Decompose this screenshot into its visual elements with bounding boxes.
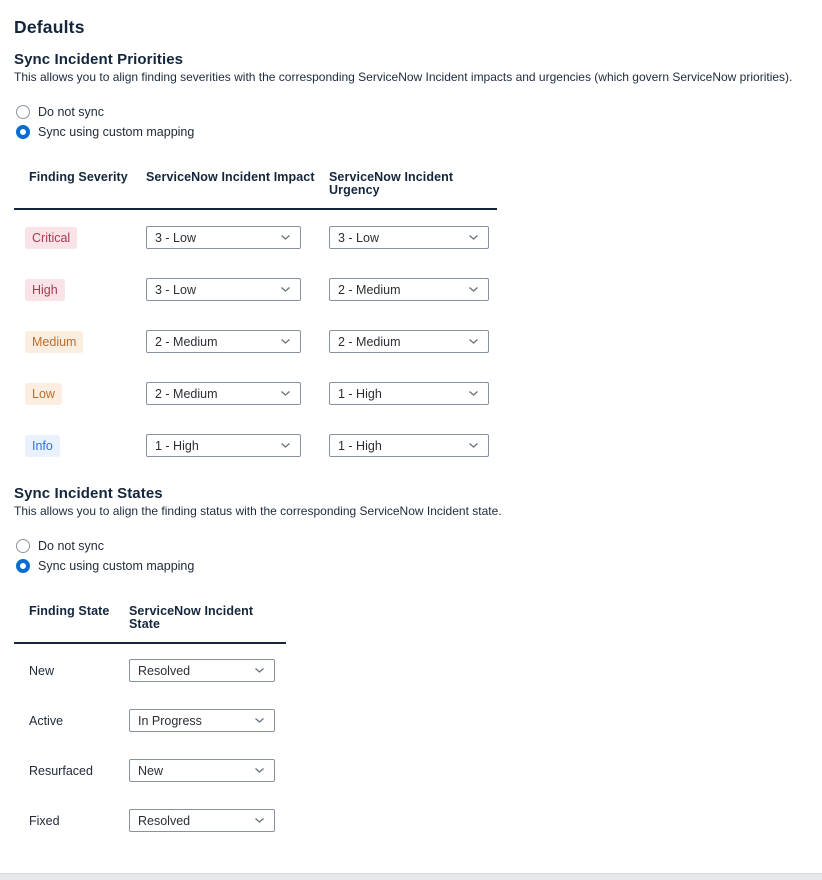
states-heading: Sync Incident States [14, 485, 163, 502]
column-header-servicenow-incident-urgency: ServiceNow Incident Urgency [329, 170, 454, 197]
states-table-header [14, 605, 286, 644]
defaults-page [0, 18, 822, 880]
states-description: This allows you to align the finding status with the corresponding ServiceNow Incident state. [14, 504, 502, 518]
radio-label: Sync using custom mapping [38, 125, 195, 139]
radio-option-do-not-sync[interactable] [14, 536, 822, 556]
select-value: 2 - Medium [338, 334, 401, 349]
priorities-table-header [14, 171, 497, 210]
incident-state-select-fixed[interactable] [129, 809, 275, 832]
radio-label: Do not sync [38, 105, 105, 119]
chevron-down-icon [468, 234, 479, 241]
chevron-down-icon [254, 817, 265, 824]
priorities-table-body [14, 226, 822, 457]
select-value: 1 - High [338, 438, 382, 453]
table-row-active [14, 709, 822, 732]
table-row-medium [14, 330, 822, 353]
radio-button[interactable] [16, 105, 30, 119]
select-value: New [138, 763, 164, 778]
impact-select-info[interactable] [146, 434, 301, 457]
chevron-down-icon [254, 717, 265, 724]
chevron-down-icon [468, 390, 479, 397]
severity-badge-low: Low [25, 383, 62, 405]
table-row-fixed [14, 809, 822, 832]
impact-select-low[interactable] [146, 382, 301, 405]
priorities-radio-group [14, 102, 822, 142]
select-value: 3 - Low [155, 282, 196, 297]
bottom-divider [0, 873, 822, 880]
chevron-down-icon [254, 667, 265, 674]
table-row-info [14, 434, 822, 457]
table-row-new [14, 659, 822, 682]
radio-option-sync-using-custom-mapping[interactable] [14, 122, 822, 142]
states-table [14, 605, 822, 832]
severity-badge-info: Info [25, 435, 60, 457]
chevron-down-icon [468, 286, 479, 293]
radio-button[interactable] [16, 125, 30, 139]
radio-label: Do not sync [38, 539, 105, 553]
chevron-down-icon [280, 286, 291, 293]
select-value: In Progress [138, 713, 202, 728]
select-value: 1 - High [155, 438, 199, 453]
priorities-description: This allows you to align finding severities with the corresponding ServiceNow Incident impacts and urgencies (which govern ServiceNow priorities). [14, 70, 793, 84]
urgency-select-info[interactable] [329, 434, 489, 457]
chevron-down-icon [280, 234, 291, 241]
urgency-select-low[interactable] [329, 382, 489, 405]
incident-state-select-new[interactable] [129, 659, 275, 682]
select-value: 2 - Medium [155, 334, 218, 349]
select-value: 3 - Low [338, 230, 379, 245]
urgency-select-high[interactable] [329, 278, 489, 301]
impact-select-high[interactable] [146, 278, 301, 301]
select-value: Resolved [138, 663, 191, 678]
priorities-table [14, 171, 822, 457]
column-header-servicenow-incident-state: ServiceNow Incident State [129, 604, 254, 631]
table-row-high [14, 278, 822, 301]
chevron-down-icon [280, 442, 291, 449]
finding-state-label-fixed: Fixed [29, 813, 60, 828]
severity-badge-medium: Medium [25, 331, 83, 353]
severity-badge-critical: Critical [25, 227, 77, 249]
column-header-finding-state: Finding State [29, 604, 110, 618]
states-table-body [14, 659, 822, 832]
radio-label: Sync using custom mapping [38, 559, 195, 573]
select-value: 2 - Medium [155, 386, 218, 401]
select-value: 3 - Low [155, 230, 196, 245]
select-value: 1 - High [338, 386, 382, 401]
finding-state-label-active: Active [29, 713, 64, 728]
chevron-down-icon [280, 390, 291, 397]
urgency-select-critical[interactable] [329, 226, 489, 249]
radio-option-sync-using-custom-mapping[interactable] [14, 556, 822, 576]
incident-state-select-active[interactable] [129, 709, 275, 732]
finding-state-label-new: New [29, 663, 55, 678]
section-sync-incident-states [14, 486, 822, 832]
radio-option-do-not-sync[interactable] [14, 102, 822, 122]
priorities-heading: Sync Incident Priorities [14, 51, 184, 68]
select-value: Resolved [138, 813, 191, 828]
column-header-servicenow-incident-impact: ServiceNow Incident Impact [146, 170, 315, 184]
table-row-resurfaced [14, 759, 822, 782]
impact-select-critical[interactable] [146, 226, 301, 249]
select-value: 2 - Medium [338, 282, 401, 297]
section-sync-incident-priorities [14, 52, 822, 457]
chevron-down-icon [254, 767, 265, 774]
incident-state-select-resurfaced[interactable] [129, 759, 275, 782]
page-title: Defaults [14, 17, 85, 37]
chevron-down-icon [280, 338, 291, 345]
column-header-finding-severity: Finding Severity [29, 170, 128, 184]
chevron-down-icon [468, 338, 479, 345]
finding-state-label-resurfaced: Resurfaced [29, 763, 93, 778]
impact-select-medium[interactable] [146, 330, 301, 353]
table-row-critical [14, 226, 822, 249]
radio-button[interactable] [16, 539, 30, 553]
severity-badge-high: High [25, 279, 65, 301]
chevron-down-icon [468, 442, 479, 449]
table-row-low [14, 382, 822, 405]
radio-button[interactable] [16, 559, 30, 573]
urgency-select-medium[interactable] [329, 330, 489, 353]
states-radio-group [14, 536, 822, 576]
